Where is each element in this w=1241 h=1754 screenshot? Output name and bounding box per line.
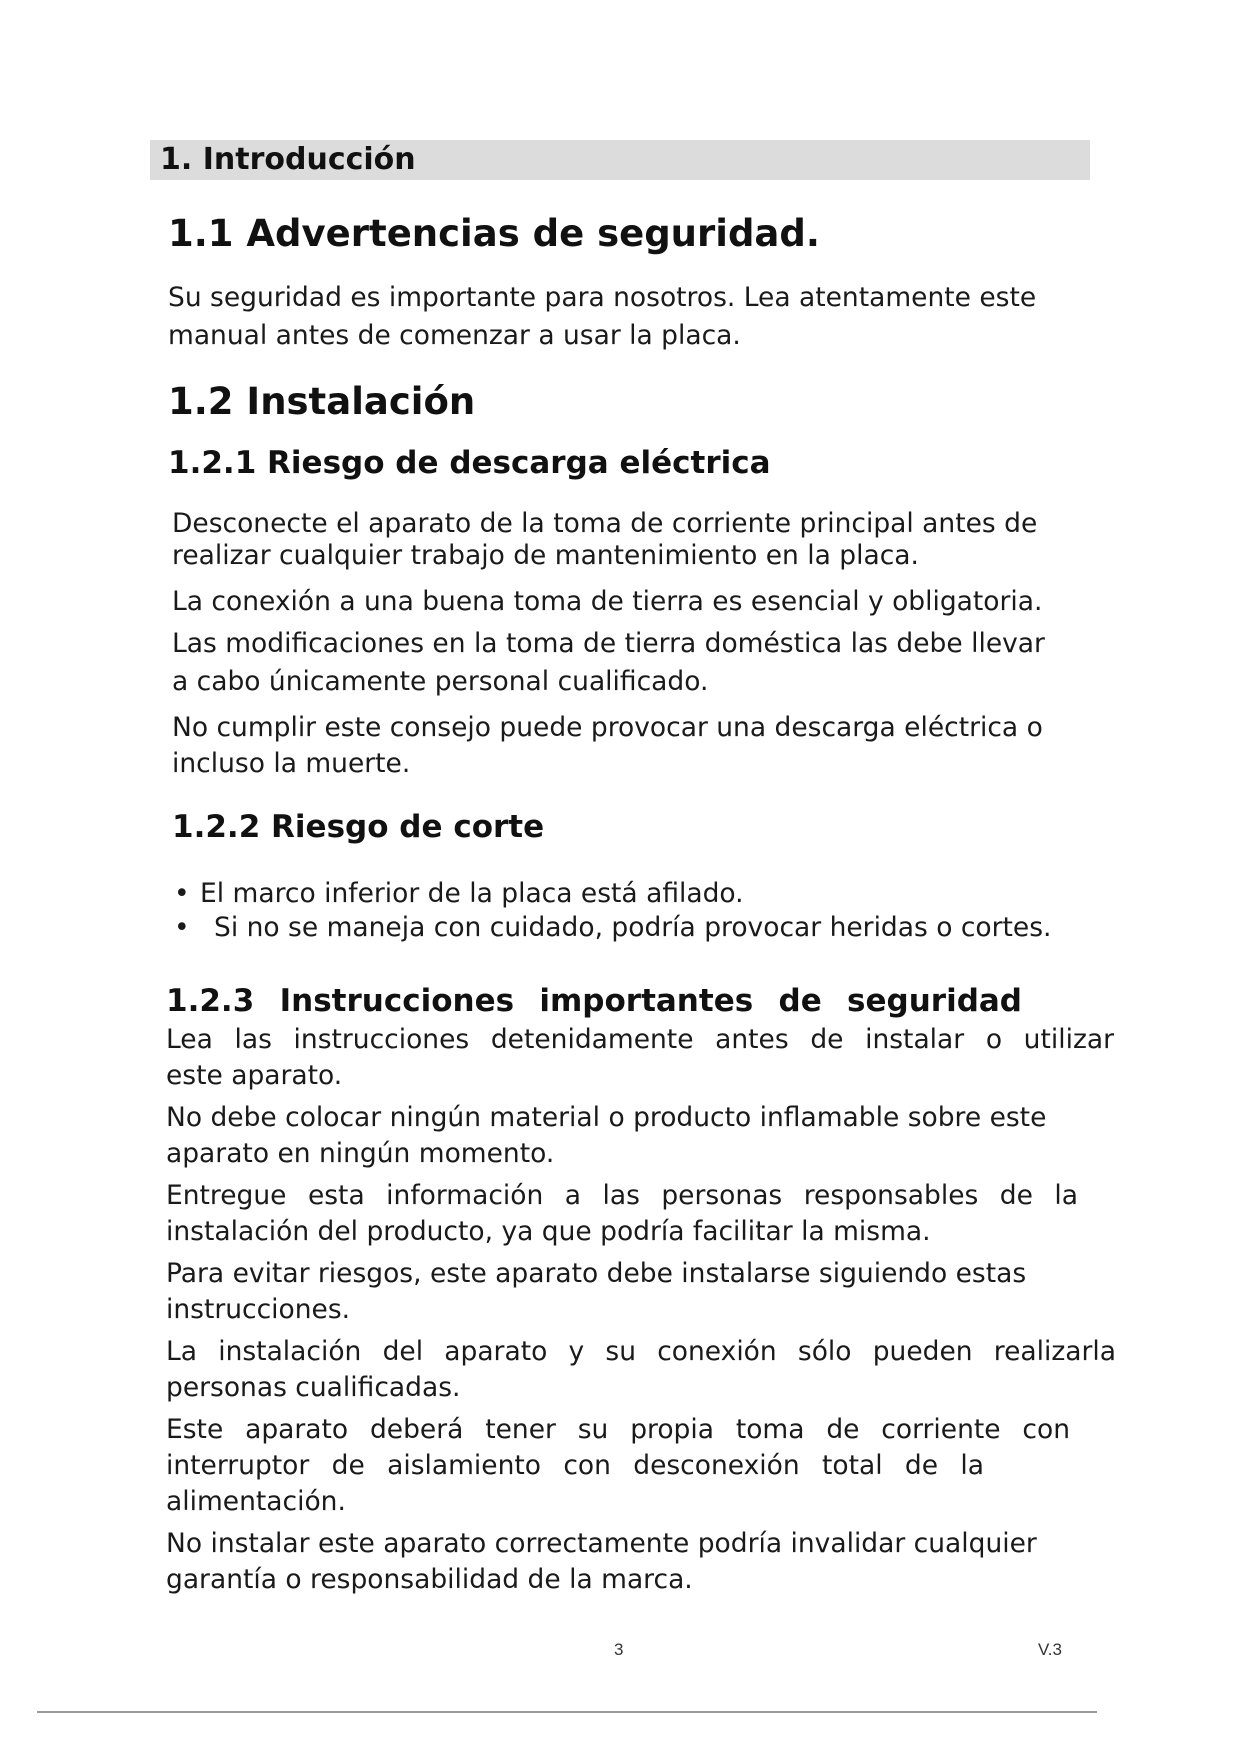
heading-1-2-2: 1.2.2 Riesgo de corte [172,809,545,845]
heading-1-2: 1.2 Instalación [168,380,476,423]
paragraph-line: manual antes de comenzar a usar la placa. [168,320,741,351]
paragraph-line: realizar cualquier trabajo de mantenimiento en la placa. [172,540,919,571]
bullet-icon: • [174,912,190,943]
heading-1-2-1: 1.2.1 Riesgo de descarga eléctrica [168,445,771,481]
paragraph-line: alimentación. [166,1486,346,1517]
bullet-text: Si no se maneja con cuidado, podría provocar heridas o cortes. [214,912,1052,943]
section-header-bar [150,140,1090,180]
paragraph-line: Lea las instrucciones detenidamente antes de instalar o utilizar [166,1024,1114,1055]
paragraph-line: La instalación del aparato y su conexión sólo pueden realizarla [166,1336,1116,1367]
heading-1-1: 1.1 Advertencias de seguridad. [168,212,820,255]
bullet-text: El marco inferior de la placa está afilado. [200,878,744,909]
paragraph-line: incluso la muerte. [172,748,411,779]
paragraph-line: No debe colocar ningún material o producto inflamable sobre este [166,1102,1047,1133]
footer-divider [37,1711,1097,1713]
paragraph-line: instrucciones. [166,1294,351,1325]
paragraph-line: Su seguridad es importante para nosotros. Lea atentamente este [168,282,1037,313]
paragraph-line: interruptor de aislamiento con desconexión total de la [166,1450,984,1481]
version-label: V.3 [1038,1640,1062,1659]
paragraph-line: personas cualificadas. [166,1372,461,1403]
paragraph-line: La conexión a una buena toma de tierra es esencial y obligatoria. [172,586,1043,617]
paragraph-line: Desconecte el aparato de la toma de corriente principal antes de [172,508,1038,539]
paragraph-line: instalación del producto, ya que podría facilitar la misma. [166,1216,931,1247]
bullet-item [174,911,1051,945]
paragraph-line: Para evitar riesgos, este aparato debe instalarse siguiendo estas [166,1258,1027,1289]
section-title: 1. Introducción [160,142,416,177]
paragraph-line: Las modificaciones en la toma de tierra doméstica las debe llevar [172,628,1045,659]
paragraph-line: este aparato. [166,1060,343,1091]
bullet-item [174,877,744,911]
paragraph-line: No cumplir este consejo puede provocar una descarga eléctrica o [172,712,1043,743]
heading-1-2-3: 1.2.3 Instrucciones importantes de seguridad [166,983,1022,1019]
paragraph-line: a cabo únicamente personal cualificado. [172,666,709,697]
page-number: 3 [614,1640,624,1659]
bullet-icon: • [174,878,190,909]
paragraph-line: aparato en ningún momento. [166,1138,555,1169]
paragraph-line: Este aparato deberá tener su propia toma de corriente con [166,1414,1070,1445]
paragraph-line: Entregue esta información a las personas responsables de la [166,1180,1078,1211]
paragraph-line: No instalar este aparato correctamente podría invalidar cualquier [166,1528,1037,1559]
paragraph-line: garantía o responsabilidad de la marca. [166,1564,693,1595]
